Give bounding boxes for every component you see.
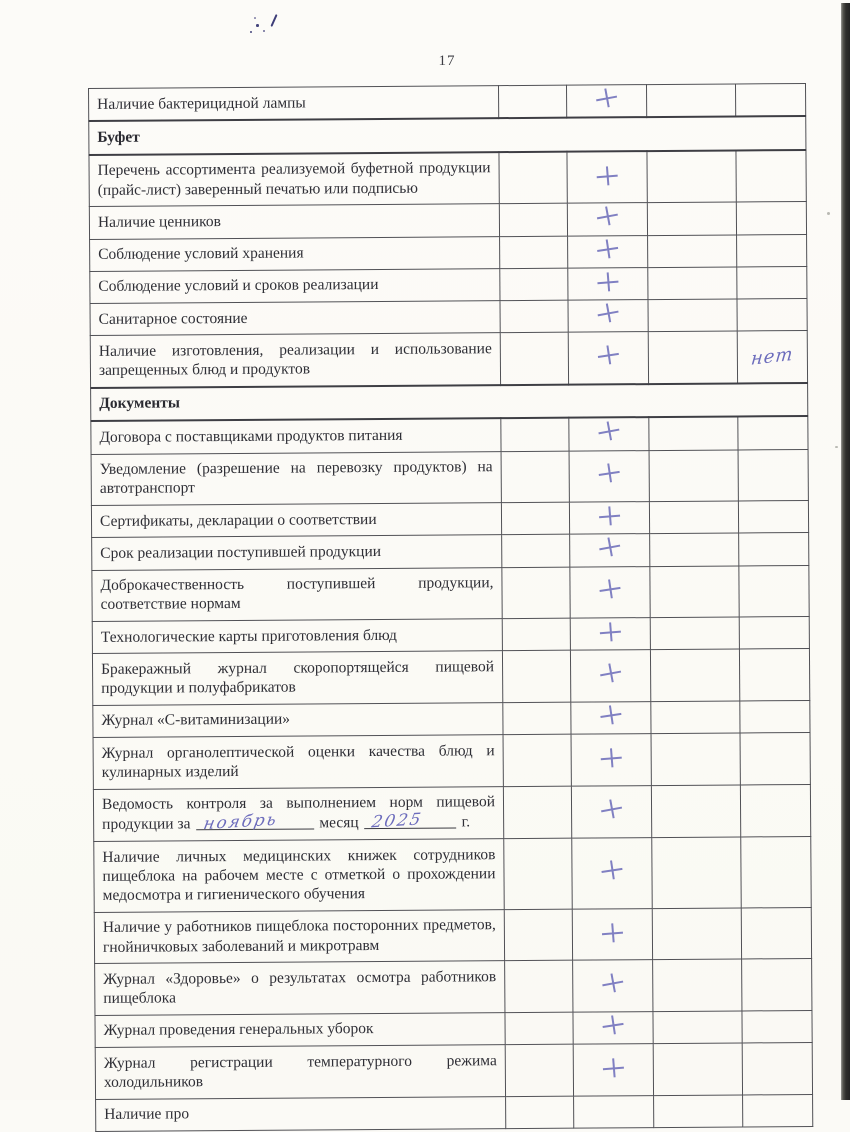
table-row <box>89 150 806 207</box>
empty-cell <box>498 85 566 118</box>
item-label: Уведомление (разрешение на перевозку продуктов) на автотранспорт <box>91 451 501 505</box>
item-label: Наличие про <box>96 1096 506 1131</box>
inspection-checklist-table-wrap <box>88 83 815 1132</box>
pen-dot <box>254 17 256 19</box>
empty-cell <box>647 150 736 203</box>
table-row <box>92 533 809 570</box>
item-label: Журнал регистрации температурного режима холодильников <box>95 1045 505 1099</box>
empty-cell <box>501 418 569 451</box>
handwritten-note: нет <box>750 343 795 370</box>
empty-cell <box>650 649 739 701</box>
item-label: Ведомость контроля за выполнением норм пищевой продукции за ноябрь месяц 2025 г. <box>93 786 503 841</box>
table-row <box>95 1010 812 1047</box>
empty-cell <box>499 203 567 236</box>
empty-cell <box>504 909 572 961</box>
empty-cell <box>648 234 737 267</box>
empty-cell <box>741 836 811 907</box>
item-label: Договора с поставщиками продуктов питания <box>91 418 501 454</box>
handwritten-plus-mark <box>596 420 621 444</box>
handwritten-plus-mark <box>601 922 624 944</box>
empty-cell <box>647 202 736 235</box>
handwritten-plus-mark <box>600 859 625 882</box>
mark-cell <box>573 960 653 1012</box>
item-label: Журнал органолептической оценки качества блюд и кулинарных изделий <box>93 735 503 789</box>
handwritten-plus-mark <box>595 165 618 187</box>
item-label: Бракеражный журнал скоропортящейся пищевой продукции и полуфабрикатов <box>92 651 502 705</box>
empty-cell <box>503 734 571 786</box>
item-label: Доброкачественность поступившей продукции, соответствие нормам <box>92 567 502 621</box>
table-row <box>93 700 810 737</box>
empty-cell <box>500 332 568 384</box>
empty-cell <box>651 784 740 837</box>
table-row <box>90 331 807 388</box>
empty-cell <box>648 267 737 300</box>
empty-cell <box>740 784 810 837</box>
empty-cell <box>742 1010 812 1043</box>
item-label: Наличие бактерицидной лампы <box>89 86 499 122</box>
handwritten-plus-mark <box>596 271 619 293</box>
mark-cell <box>571 734 651 786</box>
item-label: Санитарное состояние <box>90 301 500 336</box>
mark-cell <box>569 502 649 535</box>
empty-cell <box>505 960 573 1012</box>
empty-cell <box>653 1043 742 1095</box>
table-row <box>91 449 808 506</box>
section-header: Документы <box>91 383 808 422</box>
table-row <box>90 298 807 335</box>
mark-cell <box>567 203 647 236</box>
mark-cell <box>568 300 648 333</box>
empty-cell <box>506 1096 574 1129</box>
item-label: Соблюдение условий хранения <box>90 236 500 271</box>
mark-cell <box>572 838 652 909</box>
empty-cell <box>738 416 808 449</box>
handwritten-entry: 2025 <box>370 809 425 832</box>
mark-cell <box>570 534 650 567</box>
empty-cell <box>738 500 808 533</box>
inspection-checklist-table <box>88 83 813 1132</box>
table-row <box>95 1042 812 1099</box>
handwritten-plus-mark <box>598 662 623 686</box>
mark-cell <box>570 618 650 651</box>
empty-cell <box>737 266 807 299</box>
table-row <box>94 836 811 912</box>
table-row <box>92 616 809 653</box>
table-row <box>89 83 806 121</box>
mark-cell <box>571 701 651 734</box>
section-header: Буфет <box>89 116 806 155</box>
mark-cell <box>570 650 650 702</box>
table-row <box>91 500 808 537</box>
empty-cell <box>742 959 812 1011</box>
empty-cell <box>500 236 568 269</box>
pen-dot <box>256 24 259 27</box>
empty-cell <box>743 1094 813 1127</box>
empty-cell <box>502 650 570 702</box>
mark-cell <box>568 267 648 300</box>
note-cell <box>737 331 807 383</box>
table-row <box>95 959 812 1016</box>
empty-cell <box>501 502 569 535</box>
scanner-edge-shadow <box>841 3 850 1100</box>
scan-speck <box>827 212 830 215</box>
handwritten-entry: ноябрь <box>202 809 280 834</box>
table-row <box>90 266 807 303</box>
mark-cell <box>573 1011 653 1044</box>
empty-cell <box>646 84 735 117</box>
handwritten-plus-mark <box>598 506 621 528</box>
empty-cell <box>499 151 567 203</box>
mark-cell <box>568 235 648 268</box>
handwritten-plus-mark <box>598 578 623 601</box>
empty-cell <box>649 417 738 450</box>
empty-cell <box>741 907 811 959</box>
empty-cell <box>503 702 571 735</box>
handwritten-plus-mark <box>602 1057 625 1079</box>
section-row <box>91 383 808 422</box>
empty-cell <box>502 534 570 567</box>
item-label: Журнал «С-витаминизации» <box>93 702 503 737</box>
empty-cell <box>502 567 570 619</box>
empty-cell <box>650 617 739 650</box>
handwritten-plus-mark <box>595 205 620 229</box>
table-row <box>89 202 806 239</box>
empty-cell <box>653 1011 742 1044</box>
empty-cell <box>737 298 807 331</box>
empty-cell <box>742 1042 812 1094</box>
item-label: Наличие личных медицинских книжек сотрудников пищеблока на рабочем месте с отметкой о прохождении медосмотра и гигиенического обучения <box>94 839 504 913</box>
item-label: Наличие изготовления, реализации и использование запрещенных блюд и продуктов <box>90 333 500 388</box>
handwritten-plus-mark <box>601 1014 626 1037</box>
empty-cell <box>649 501 738 534</box>
empty-cell <box>502 618 570 651</box>
empty-cell <box>500 268 568 301</box>
empty-cell <box>501 451 569 503</box>
handwritten-plus-mark <box>600 747 623 769</box>
item-label: Технологические карты приготовления блюд <box>92 619 502 654</box>
empty-cell <box>650 565 739 617</box>
empty-cell <box>739 616 809 649</box>
empty-cell <box>652 908 741 960</box>
handwritten-plus-mark <box>599 797 624 821</box>
empty-cell <box>739 533 809 566</box>
empty-cell <box>649 449 738 501</box>
mark-cell <box>567 151 647 204</box>
empty-cell <box>505 1044 573 1096</box>
mark-cell <box>571 785 651 838</box>
item-label: Соблюдение условий и сроков реализации <box>90 268 500 303</box>
handwritten-plus-mark <box>600 972 625 996</box>
item-label: Наличие ценников <box>89 204 499 239</box>
handwritten-plus-mark <box>597 536 622 560</box>
handwritten-plus-mark <box>595 302 620 326</box>
section-row <box>89 116 806 155</box>
empty-cell <box>503 786 571 839</box>
mark-cell <box>573 1044 653 1096</box>
empty-cell <box>650 533 739 566</box>
empty-cell <box>504 838 572 909</box>
handwritten-plus-mark <box>599 704 624 727</box>
empty-cell <box>500 300 568 333</box>
mark-cell <box>566 85 646 118</box>
empty-cell <box>652 837 741 908</box>
handwritten-plus-mark <box>595 238 620 261</box>
pen-dot <box>250 31 252 33</box>
mark-cell <box>568 332 648 385</box>
page-number: 17 <box>438 53 456 69</box>
fill-in-blank <box>364 809 456 832</box>
empty-cell <box>505 1012 573 1045</box>
empty-cell <box>736 202 806 235</box>
empty-cell <box>739 649 809 701</box>
fill-in-blank <box>196 809 314 834</box>
item-label: Перечень ассортимента реализуемой буфетной продукции (прайс-лист) заверенный печатью или подписью <box>89 152 499 207</box>
handwritten-plus-mark <box>596 344 621 367</box>
handwritten-plus-mark <box>597 462 622 485</box>
empty-cell <box>739 565 809 617</box>
empty-cell <box>736 150 806 202</box>
mark-cell <box>569 450 649 502</box>
empty-cell <box>737 234 807 267</box>
empty-cell <box>738 449 808 501</box>
empty-cell <box>651 701 740 734</box>
mark-cell <box>570 566 650 618</box>
item-label: Сертификаты, декларации о соответствии <box>91 503 501 538</box>
empty-cell <box>648 331 737 384</box>
empty-cell <box>654 1094 743 1127</box>
table-row <box>91 416 808 454</box>
table-row <box>93 784 810 842</box>
mark-cell <box>572 908 652 960</box>
item-label: Наличие у работников пищеблока посторонних предметов, гнойничковых заболеваний и микротравм <box>94 909 504 963</box>
table-row <box>94 907 811 964</box>
empty-cell <box>648 299 737 332</box>
checklist-body <box>89 83 813 1131</box>
empty-cell <box>740 700 810 733</box>
empty-cell <box>651 733 740 785</box>
scan-speck <box>835 446 838 448</box>
item-label: Журнал «Здоровье» о результатах осмотра работников пищеблока <box>95 961 505 1015</box>
empty-cell <box>735 83 805 116</box>
mark-cell <box>569 417 649 450</box>
pen-dot <box>263 30 265 32</box>
item-label: Журнал проведения генеральных уборок <box>95 1012 505 1047</box>
table-row <box>93 732 810 789</box>
pen-slash-mark <box>270 14 277 27</box>
empty-cell <box>653 959 742 1011</box>
item-label: Срок реализации поступившей продукции <box>92 535 502 570</box>
table-row <box>92 649 809 706</box>
empty-cell <box>740 732 810 784</box>
table-row <box>90 234 807 271</box>
handwritten-plus-mark <box>594 87 619 111</box>
handwritten-plus-mark <box>599 622 622 644</box>
table-row <box>92 565 809 622</box>
